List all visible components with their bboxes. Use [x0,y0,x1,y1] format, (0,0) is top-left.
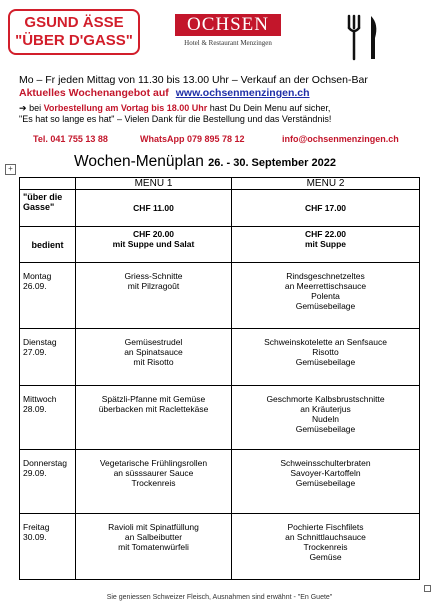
dish-line: Gemüsebeilage [295,301,356,311]
preorder-suffix: hast Du Dein Menu auf sicher, [207,103,331,113]
table-resize-handle[interactable] [424,585,431,592]
price-menu-1 [76,227,232,263]
price-label: bedient [20,227,76,263]
dish-line: an süsssaurer Sauce [113,468,194,478]
price-note: mit Suppe [304,239,347,249]
menu-1-dish [76,329,232,386]
dish-line: Gemüsebeilage [295,357,356,367]
dish-line: Schweinsschulterbraten [280,458,371,468]
day-date: 27.09. [23,347,47,357]
dish-line: Gemüsebeilage [295,424,356,434]
day-cell [20,386,76,450]
price-row-takeaway [20,190,420,227]
price-label: "über die Gasse" [20,190,76,227]
badge-line-2: "ÜBER D'GASS" [15,32,133,49]
day-date: 29.09. [23,468,47,478]
header-menu-1: MENU 1 [76,178,232,190]
dish-line: Gemüse [309,552,342,562]
whatsapp-number[interactable]: WhatsApp 079 895 78 12 [140,134,245,144]
dish-line: Gemüsebeilage [295,478,356,488]
header-empty [20,178,76,190]
dish-line: an Schnittlauchsauce [285,532,366,542]
price-value: CHF 22.00 [304,229,347,239]
menu-1-dish [76,386,232,450]
day-name: Freitag [23,522,50,532]
dish-line: mit Pilzragoût [127,281,180,291]
dish-line: Savoyer-Kartoffeln [290,468,361,478]
dish-line: an Kräuterjus [300,404,351,414]
logo-subtitle: Hotel & Restaurant Menzingen [184,39,272,47]
menu-2-dish [232,386,420,450]
preorder-line [19,103,330,114]
opening-hours-text: Mo – Fr jeden Mittag von 11.30 bis 13.00 Uhr – Verkauf an der Ochsen-Bar [19,74,368,86]
dish-line: Geschmorte Kalbsbrustschnitte [266,394,385,404]
dish-line: Rindsgeschnetzeltes [286,271,365,281]
dish-line: Ravioli mit Spinatfüllung [108,522,199,532]
dish-line: Trockenreis [131,478,176,488]
dish-line: Risotto [312,347,339,357]
day-date: 30.09. [23,532,47,542]
thanks-line: "Es hat so lange es hat" – Vielen Dank für die Bestellung und das Verständnis! [19,114,332,124]
arrow-right-icon: ➔ [19,103,27,113]
preorder-prefix: bei [29,103,44,113]
dish-line: Trockenreis [303,542,348,552]
dish-line: überbacken mit Raclettekäse [98,404,209,414]
price-value: CHF 20.00 [132,229,175,239]
website-link[interactable]: www.ochsenmenzingen.ch [175,87,310,99]
day-name: Montag [23,271,52,281]
email-link[interactable]: info@ochsenmenzingen.ch [282,134,399,144]
price-menu-1: CHF 11.00 [76,190,232,227]
header-menu-2: MENU 2 [232,178,420,190]
menu-title-dates: 26. - 30. September 2022 [208,157,336,169]
dish-line: an Salbeibutter [124,532,183,542]
fork-knife-icon [335,12,385,62]
day-cell [20,450,76,514]
dish-line: Nudeln [312,414,339,424]
day-cell [20,514,76,580]
menu-1-dish [76,514,232,580]
dish-line: an Spinatsauce [124,347,183,357]
day-date: 26.09. [23,281,47,291]
dish-line: Schweinskotelette an Senfsauce [264,337,387,347]
badge-line-1: GSUND ÄSSE [24,14,124,31]
table-move-handle-icon[interactable]: + [5,164,16,175]
day-name: Donnerstag [23,458,67,468]
table-row-tuesday [20,329,420,386]
menu-2-dish [232,263,420,329]
dish-line: Gemüsestrudel [124,337,183,347]
day-date: 28.09. [23,404,47,414]
day-cell [20,263,76,329]
dish-line: Polenta [311,291,340,301]
table-row-wednesday [20,386,420,450]
menu-title-main: Wochen-Menüplan [74,153,204,170]
day-name: Mittwoch [23,394,57,404]
dish-line: Spätzli-Pfanne mit Gemüse [101,394,206,404]
menu-2-dish [232,329,420,386]
day-name: Dienstag [23,337,57,347]
dish-line: Griess-Schnitte [124,271,183,281]
preorder-deadline: Vorbestellung am Vortag bis 18.00 Uhr [43,103,208,113]
weekly-offer-line [19,87,310,99]
logo-name: OCHSEN [175,14,281,36]
dish-line: Vegetarische Frühlingsrollen [99,458,208,468]
weekly-offer-label: Aktuelles Wochenangebot auf [19,87,169,99]
table-row-thursday [20,450,420,514]
gsund-asse-badge [8,9,140,55]
menu-1-dish [76,450,232,514]
dish-line: an Meerrettischsauce [284,281,367,291]
menu-2-dish [232,514,420,580]
table-row-friday [20,514,420,580]
menu-2-dish [232,450,420,514]
menu-table [19,177,420,580]
phone-number[interactable]: Tel. 041 755 13 88 [33,134,108,144]
price-note: mit Suppe und Salat [112,239,195,249]
table-header-row [20,178,420,190]
price-menu-2: CHF 17.00 [232,190,420,227]
dish-line: mit Risotto [133,357,174,367]
table-row-monday [20,263,420,329]
ochsen-logo [172,14,284,47]
day-cell [20,329,76,386]
footer-note: Sie geniessen Schweizer Fleisch, Ausnahmen sind erwähnt - "En Guete" [106,594,333,601]
menu-1-dish [76,263,232,329]
dish-line: mit Tomatenwürfeli [118,542,189,552]
dish-line: Pochierte Fischfilets [287,522,364,532]
menu-title [74,153,336,171]
price-menu-2 [232,227,420,263]
price-row-served [20,227,420,263]
